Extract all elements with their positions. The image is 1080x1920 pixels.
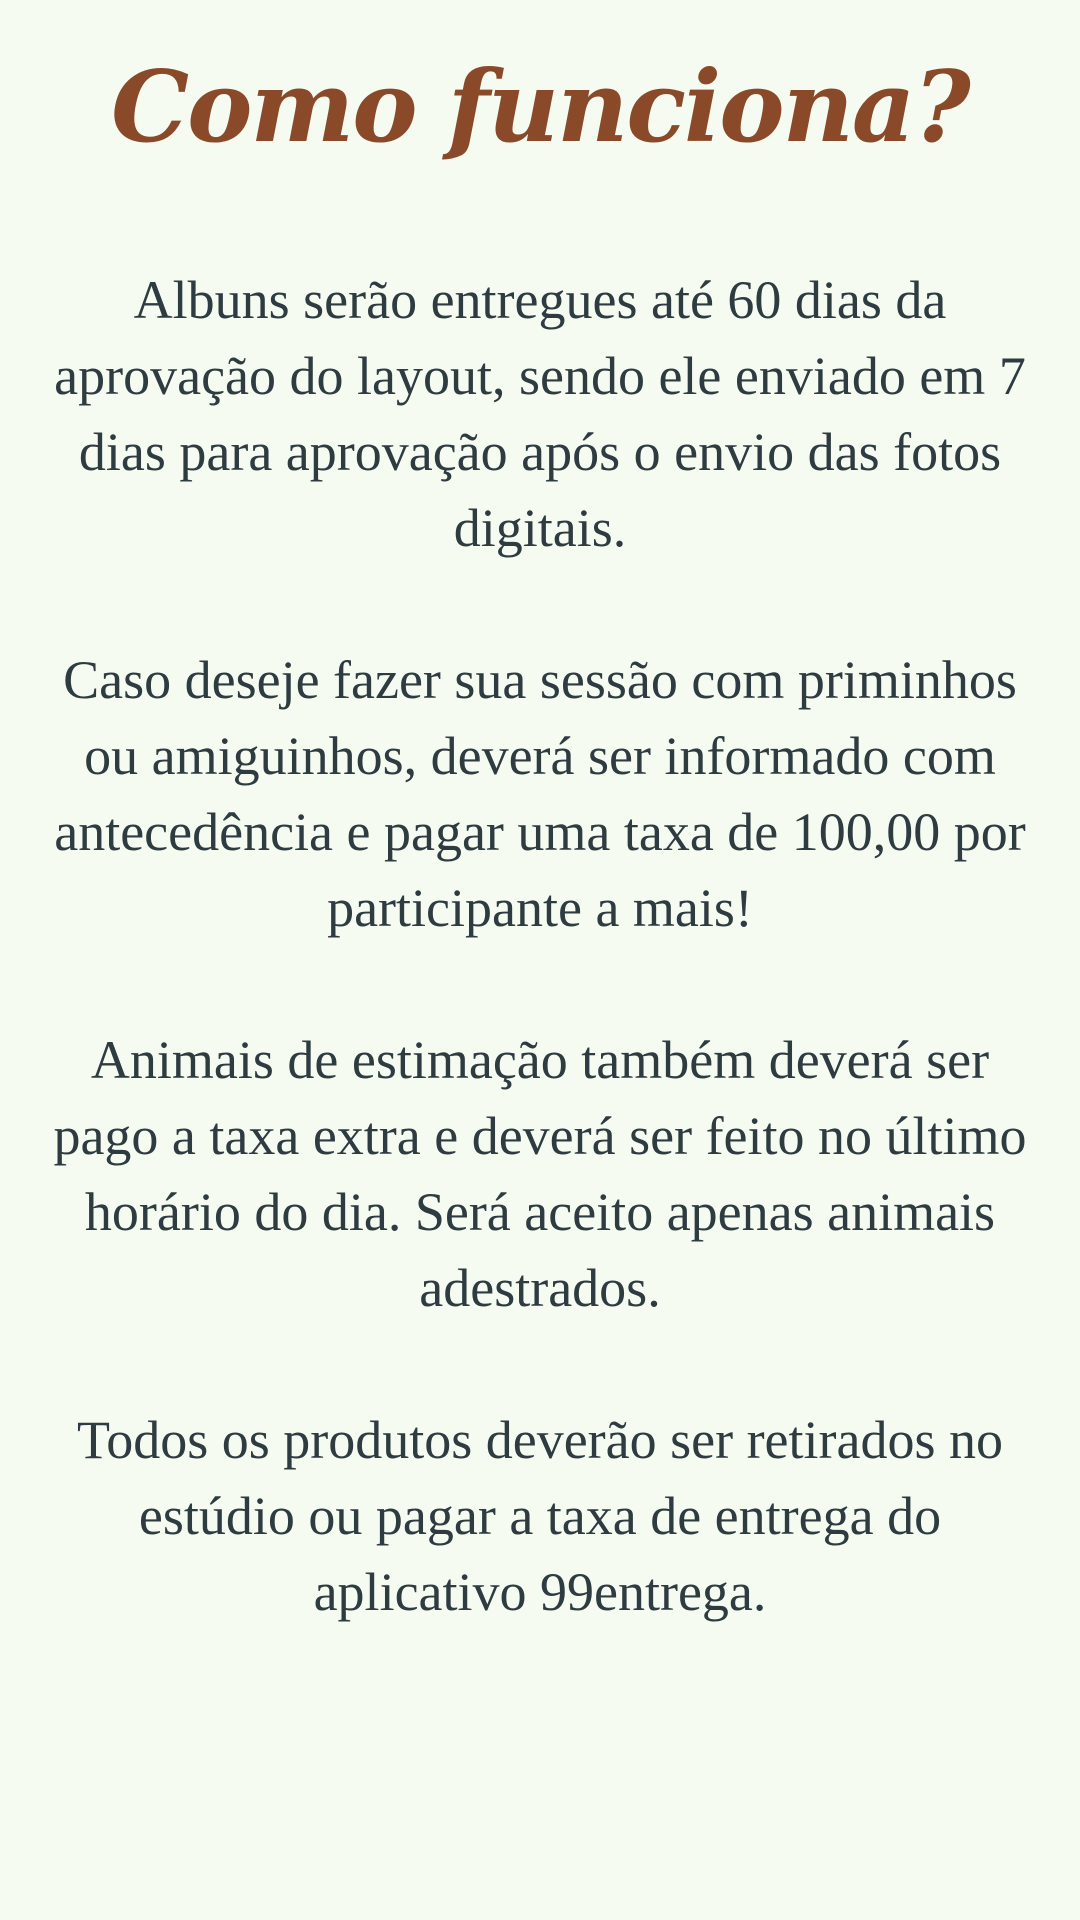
paragraph-album-delivery: Albuns serão entregues até 60 dias da aprovação do layout, sendo ele enviado em 7 dias para aprovação após o envio das fotos digitais. bbox=[54, 270, 1026, 558]
paragraph-product-pickup: Todos os produtos deverão ser retirados no estúdio ou pagar a taxa de entrega do aplicativo 99entrega. bbox=[76, 1410, 1003, 1622]
paragraph-pets: Animais de estimação também deverá ser pago a taxa extra e deverá ser feito no último horário do dia. Será aceito apenas animais adestrados. bbox=[53, 1030, 1027, 1318]
page-title: Como funciona? bbox=[111, 50, 969, 165]
paragraph-extra-participants: Caso deseje fazer sua sessão com priminhos ou amiguinhos, deverá ser informado com antecedência e pagar uma taxa de 100,00 por participante a mais! bbox=[54, 650, 1026, 938]
content bbox=[50, 262, 1030, 1706]
